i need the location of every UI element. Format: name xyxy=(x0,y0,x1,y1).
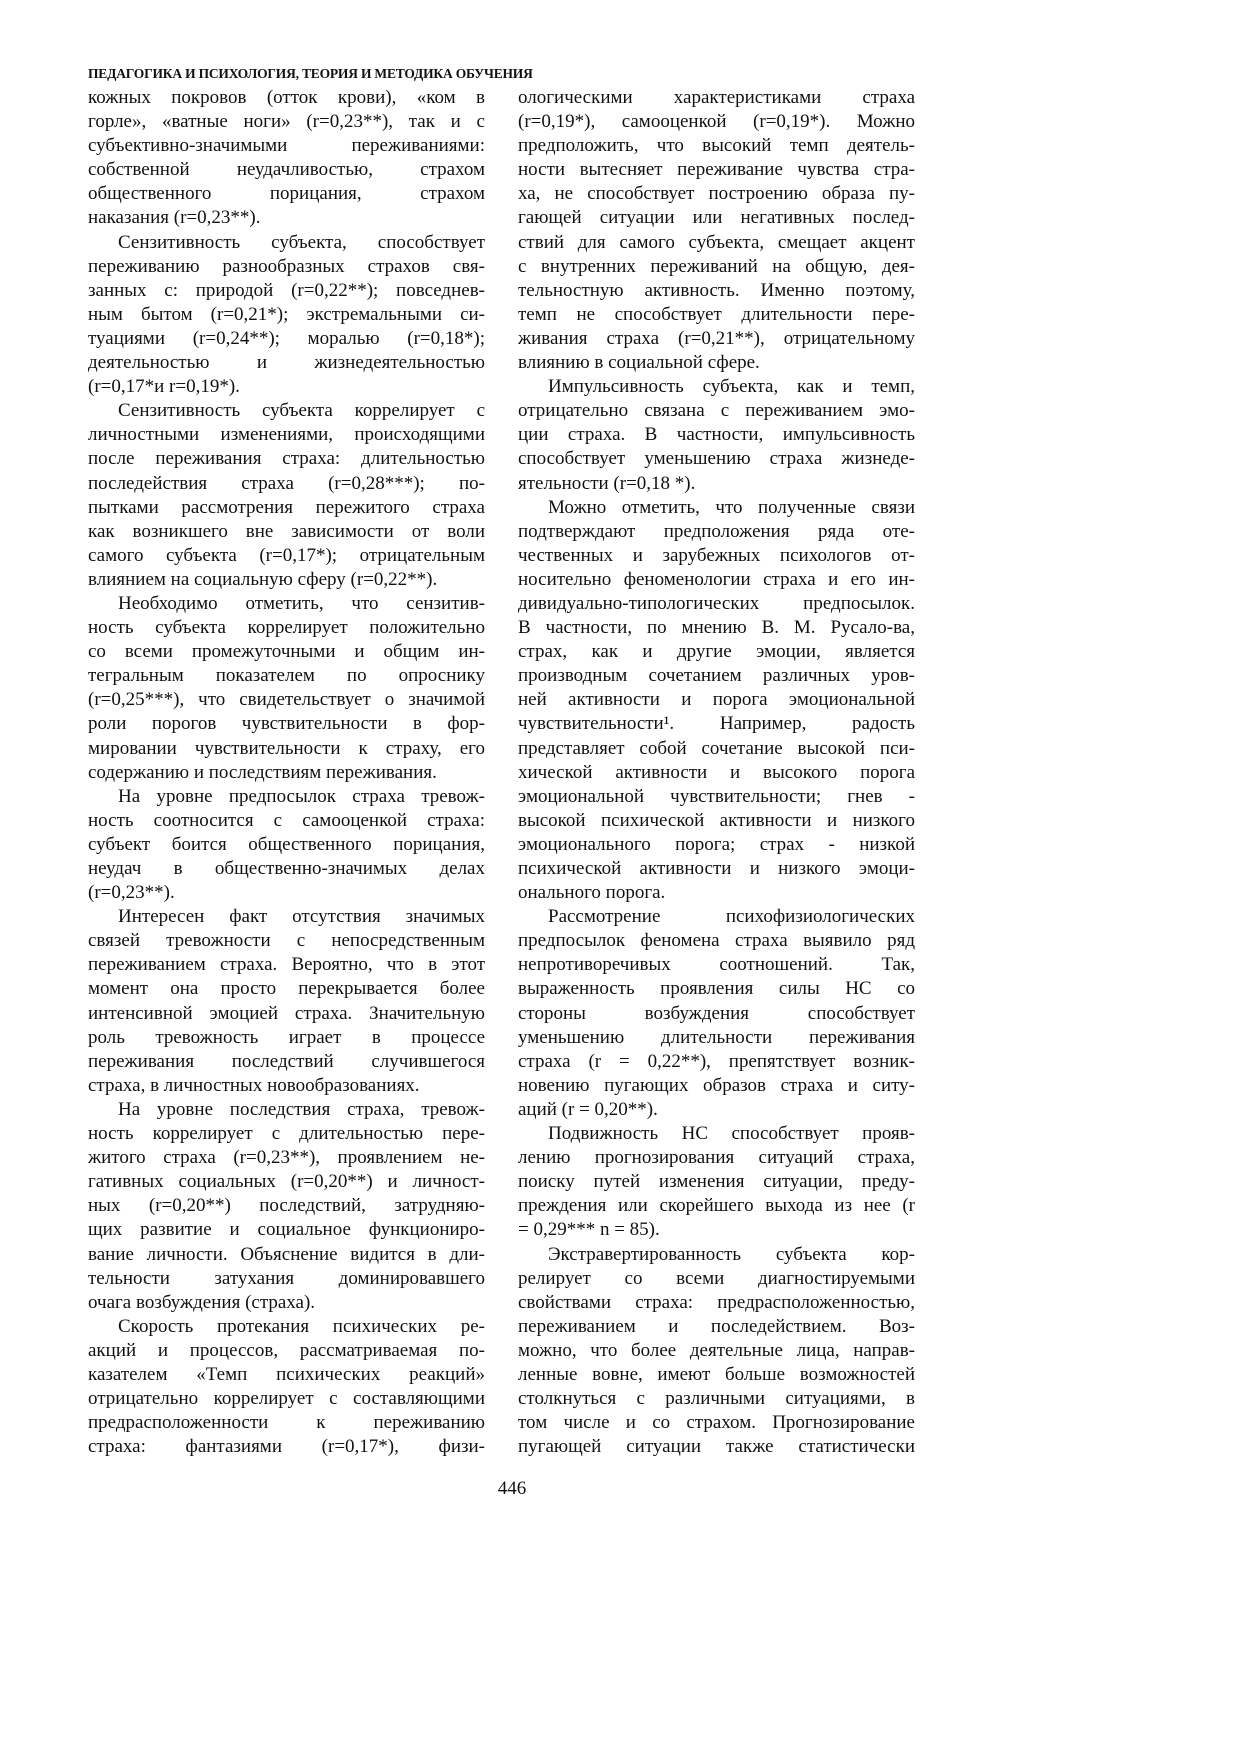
text-line: тельности затухания доминировавшего xyxy=(88,1267,485,1289)
paragraph xyxy=(518,86,915,375)
text-line: выраженность проявления силы НС со xyxy=(518,978,915,1000)
paragraph xyxy=(518,1243,915,1460)
text-line: страха: фантазиями (r=0,17*), физи- xyxy=(88,1436,485,1458)
left-column xyxy=(88,86,485,1459)
text-line: акций и процессов, рассматриваемая по- xyxy=(88,1339,485,1361)
text-line: пытками рассмотрения пережитого страха xyxy=(88,496,485,518)
text-line: Подвижность НС способствует прояв- xyxy=(548,1123,915,1145)
text-line: тельностную активность. Именно поэтому, xyxy=(518,279,915,301)
text-line: ности вытесняет переживание чувства стра- xyxy=(518,159,915,181)
text-line: Сензитивность субъекта, способствует xyxy=(118,231,485,253)
text-line: казателем «Темп психических реакций» xyxy=(88,1363,485,1385)
paragraph xyxy=(88,231,485,400)
text-line: ней активности и порога эмоциональной xyxy=(518,689,915,711)
text-line: Можно отметить, что полученные связи xyxy=(548,496,915,518)
text-line: столкнуться с различными ситуациями, в xyxy=(518,1388,915,1410)
text-line: очага возбуждения (страха). xyxy=(88,1291,316,1313)
text-line: (r=0,19*), самооценкой (r=0,19*). Можно xyxy=(518,111,915,133)
text-line: со всеми промежуточными и общим ин- xyxy=(88,641,485,663)
paragraph xyxy=(88,86,485,231)
text-line: Сензитивность субъекта коррелирует с xyxy=(118,400,485,422)
paragraph xyxy=(88,1315,485,1460)
text-line: самого субъекта (r=0,17*); отрицательным xyxy=(88,544,485,566)
text-line: как возникшего вне зависимости от воли xyxy=(88,520,485,542)
page-number: 446 xyxy=(497,1478,527,1499)
text-line: дивидуально-типологических предпосылок. xyxy=(518,592,915,614)
text-line: ность коррелирует с длительностью пере- xyxy=(88,1123,485,1145)
text-line: пугающей ситуации также статистически xyxy=(518,1436,915,1458)
text-line: хической активности и высокого порога xyxy=(518,761,915,783)
paragraph xyxy=(88,399,485,592)
text-line: На уровне последствия страха, тревож- xyxy=(118,1098,485,1120)
text-line: тегральным показателем по опроснику xyxy=(88,665,485,687)
text-line: гающей ситуации или негативных послед- xyxy=(518,207,915,229)
text-line: На уровне предпосылок страха тревож- xyxy=(118,785,485,807)
text-line: Скорость протекания психических ре- xyxy=(118,1315,485,1337)
text-line: наказания (r=0,23**). xyxy=(88,207,261,229)
text-line: влиянию в социальной сфере. xyxy=(518,352,760,374)
text-line: Необходимо отметить, что сензитив- xyxy=(118,592,485,614)
text-line: свойствами страха: предрасположенностью, xyxy=(518,1291,915,1313)
paragraph xyxy=(518,1122,915,1242)
text-line: чественных и зарубежных психологов от- xyxy=(518,544,915,566)
text-line: страх, как и другие эмоции, является xyxy=(518,641,915,663)
text-line: отрицательно коррелирует с составляющими xyxy=(88,1388,485,1410)
text-line: ным бытом (r=0,21*); экстремальными си- xyxy=(88,303,485,325)
text-line: уменьшению длительности переживания xyxy=(518,1026,915,1048)
paragraph xyxy=(518,905,915,1122)
text-line: носительно феноменологии страха и его ин- xyxy=(518,568,915,590)
text-line: момент она просто перекрывается более xyxy=(88,978,485,1000)
text-line: предположить, что высокий темп деятель- xyxy=(518,135,915,157)
text-line: вание личности. Объяснение видится в дли- xyxy=(88,1243,485,1265)
text-line: представляет собой сочетание высокой пси- xyxy=(518,737,915,759)
text-line: мировании чувствительности к страху, его xyxy=(88,737,485,759)
text-line: переживанием и последействием. Воз- xyxy=(518,1315,915,1337)
text-line: психической активности и низкого эмоци- xyxy=(518,858,915,879)
text-line: с внутренних переживаний на общую, дея- xyxy=(518,255,915,277)
text-line: (r=0,23**). xyxy=(88,882,175,904)
text-line: ологическими характеристиками страха xyxy=(518,87,915,108)
text-line: способствует уменьшению страха жизнеде- xyxy=(518,448,915,470)
text-line: занных с: природой (r=0,22**); повседнев- xyxy=(88,279,485,301)
text-line: общественного порицания, страхом xyxy=(88,183,485,205)
text-line: ленные вовне, имеют больше возможностей xyxy=(518,1363,915,1385)
text-line: собственной неудачливостью, страхом xyxy=(88,159,485,181)
text-line: Интересен факт отсутствия значимых xyxy=(118,906,485,928)
text-line: переживанию разнообразных страхов свя- xyxy=(88,255,485,277)
text-line: живания страха (r=0,21**), отрицательному xyxy=(518,327,915,349)
text-line: Импульсивность субъекта, как и темп, xyxy=(548,376,915,398)
right-column xyxy=(518,86,915,1459)
running-header: ПЕДАГОГИКА И ПСИХОЛОГИЯ, ТЕОРИЯ И МЕТОДИКА ОБУЧЕНИЯ xyxy=(88,66,533,81)
text-line: (r=0,17*и r=0,19*). xyxy=(88,376,240,398)
text-line: влиянием на социальную сферу (r=0,22**). xyxy=(88,568,438,590)
text-line: новению пугающих образов страха и ситу- xyxy=(518,1074,915,1096)
text-line: субъект боится общественного порицания, xyxy=(88,833,485,855)
text-line: чувствительности¹. Например, радость xyxy=(518,713,915,735)
text-line: можно, что более деятельные лица, направ- xyxy=(518,1339,915,1361)
text-line: последействия страха (r=0,28***); по- xyxy=(88,472,485,494)
text-line: эмоциональной чувствительности; гнев - xyxy=(518,785,915,807)
text-line: деятельностью и жизнедеятельностью xyxy=(88,352,485,374)
paragraph xyxy=(518,375,915,495)
paragraph xyxy=(88,1098,485,1315)
text-line: туациями (r=0,24**); моралью (r=0,18*); xyxy=(88,327,485,349)
text-line: отрицательно связана с переживанием эмо- xyxy=(518,400,915,422)
text-line: гативных социальных (r=0,20**) и личност- xyxy=(88,1171,485,1193)
text-line: лению прогнозирования ситуаций страха, xyxy=(518,1147,915,1169)
text-line: ность соотносится с самооценкой страха: xyxy=(88,809,485,831)
text-line: после переживания страха: длительностью xyxy=(88,448,485,470)
text-line: ствий для самого субъекта, смещает акцент xyxy=(518,231,915,253)
text-line: эмоционального порога; страх - низкой xyxy=(518,833,915,855)
text-line: производным сочетанием различных уров- xyxy=(518,665,915,687)
text-line: страха, в личностных новообразованиях. xyxy=(88,1074,420,1096)
text-line: личностными изменениями, происходящими xyxy=(88,424,485,446)
text-line: ха, не способствует построению образа пу- xyxy=(518,183,915,205)
text-line: щих развитие и социальное функциониро- xyxy=(88,1219,485,1241)
text-line: ных (r=0,20**) последствий, затрудняю- xyxy=(88,1195,485,1217)
text-line: поиску путей изменения ситуации, преду- xyxy=(518,1171,915,1193)
text-line: онального порога. xyxy=(518,882,666,904)
paragraph xyxy=(518,496,915,906)
text-line: ятельности (r=0,18 *). xyxy=(518,472,696,494)
text-line: переживания последствий случившегося xyxy=(88,1050,485,1072)
text-line: предпосылок феномена страха выявило ряд xyxy=(518,930,915,952)
text-line: темп не способствует длительности пере- xyxy=(518,303,915,325)
text-line: Рассмотрение психофизиологических xyxy=(548,906,915,928)
text-line: подтверждают предположения ряда оте- xyxy=(518,520,915,542)
text-line: содержанию и последствиям переживания. xyxy=(88,761,437,783)
text-line: релирует со всеми диагностируемыми xyxy=(518,1267,915,1289)
text-line: предрасположенности к переживанию xyxy=(88,1412,485,1434)
text-line: роль тревожность играет в процессе xyxy=(88,1026,485,1048)
text-line: ность субъекта коррелирует положительно xyxy=(88,617,485,639)
text-line: субъективно-значимыми переживаниями: xyxy=(88,135,485,157)
text-line: Экстравертированность субъекта кор- xyxy=(548,1243,915,1265)
text-line: связей тревожности с непосредственным xyxy=(88,930,485,952)
text-line: неудач в общественно-значимых делах xyxy=(88,858,485,879)
text-line: ции страха. В частности, импульсивность xyxy=(518,424,915,446)
text-line: кожных покровов (отток крови), «ком в xyxy=(88,87,485,108)
paragraph xyxy=(88,905,485,1098)
text-line: стороны возбуждения способствует xyxy=(518,1002,915,1024)
text-line: страха (r = 0,22**), препятствует возник- xyxy=(518,1050,915,1072)
text-line: аций (r = 0,20**). xyxy=(518,1098,658,1120)
text-line: (r=0,25***), что свидетельствует о значимой xyxy=(88,689,485,711)
paragraph xyxy=(88,592,485,785)
paragraph xyxy=(88,785,485,905)
text-line: переживанием страха. Вероятно, что в этот xyxy=(88,954,485,976)
text-line: высокой психической активности и низкого xyxy=(518,809,915,831)
text-line: роли порогов чувствительности в фор- xyxy=(88,713,485,735)
text-line: = 0,29*** n = 85). xyxy=(518,1219,660,1241)
text-line: непротиворечивых соотношений. Так, xyxy=(518,954,915,976)
text-line: горле», «ватные ноги» (r=0,23**), так и с xyxy=(88,111,485,133)
text-line: преждения или скорейшего выхода из нее (r xyxy=(518,1195,915,1217)
text-line: интенсивной эмоцией страха. Значительную xyxy=(88,1002,485,1024)
text-line: В частности, по мнению В. М. Русало-ва, xyxy=(518,617,915,639)
text-line: житого страха (r=0,23**), проявлением не- xyxy=(88,1147,485,1169)
text-line: том числе и со страхом. Прогнозирование xyxy=(518,1412,915,1434)
